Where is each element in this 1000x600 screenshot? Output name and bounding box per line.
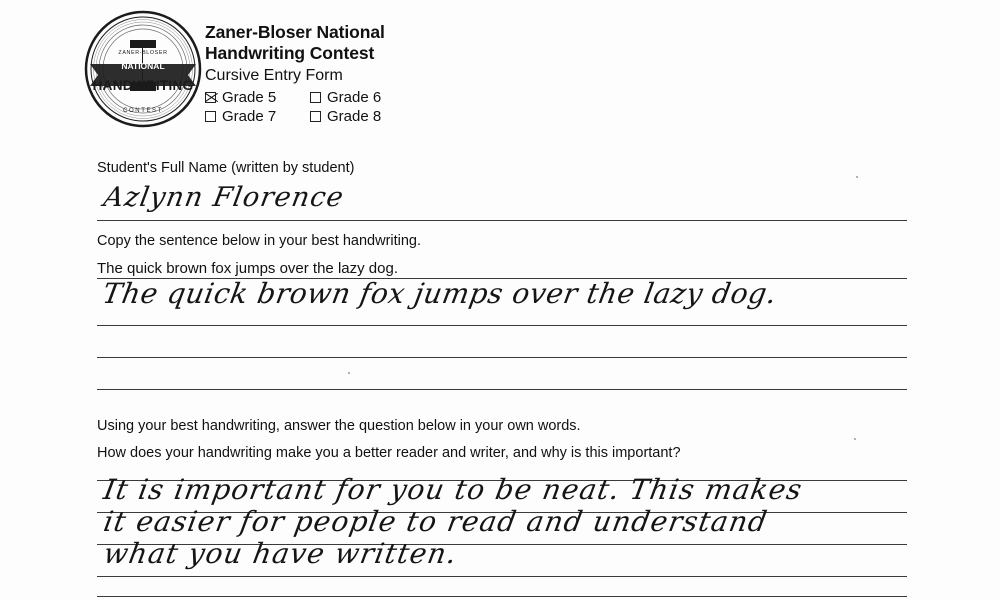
organization-line-1: Zaner-Bloser National [205, 22, 385, 42]
paper-speck [348, 372, 350, 374]
grade-option-label: Grade 5 [222, 89, 277, 106]
checkbox-grade-6[interactable] [310, 92, 321, 103]
copy-rule-line-1 [97, 325, 907, 326]
answer-handwriting-line-1[interactable]: It is important for you to be neat. This makes [101, 473, 806, 506]
copied-sentence-handwriting[interactable]: The quick brown fox jumps over the lazy dog. [100, 277, 780, 310]
contest-title-block [205, 22, 625, 86]
essay-question-label: How does your handwriting make you a better reader and writer, and why is this important? [97, 445, 681, 461]
answer-handwriting-line-2[interactable]: it easier for people to read and understand [101, 505, 771, 538]
answer-instruction-label: Using your best handwriting, answer the question below in your own words. [97, 418, 581, 434]
svg-text:CONTEST: CONTEST [123, 108, 163, 114]
answer-handwriting-line-3[interactable]: what you have written. [101, 537, 461, 570]
checkbox-grade-5[interactable] [205, 92, 216, 103]
checkbox-grade-7[interactable] [205, 111, 216, 122]
student-name-value[interactable]: Azlynn Florence [101, 182, 347, 213]
form-type-label: Cursive Entry Form [205, 67, 343, 84]
copy-rule-line-3 [97, 389, 907, 390]
svg-text:HANDWRITING: HANDWRITING [92, 78, 194, 93]
grade-option-grade-7[interactable] [205, 108, 310, 125]
grade-option-grade-8[interactable] [310, 108, 415, 125]
name-rule-line [97, 220, 907, 221]
copy-instruction-label: Copy the sentence below in your best handwriting. [97, 233, 422, 249]
paper-speck [856, 176, 858, 178]
organization-line-2: Handwriting Contest [205, 43, 375, 63]
printed-sentence: The quick brown fox jumps over the lazy dog. [97, 260, 398, 277]
grade-option-grade-5[interactable] [205, 89, 310, 106]
answer-rule-line-3 [97, 576, 907, 577]
grade-option-label: Grade 7 [222, 108, 277, 125]
paper-speck [854, 438, 856, 440]
svg-text:ZANER-BLOSER: ZANER-BLOSER [118, 50, 168, 56]
zaner-bloser-seal-logo [78, 6, 208, 134]
grade-row-top [205, 88, 465, 107]
copy-rule-line-2 [97, 357, 907, 358]
svg-text:NATIONAL: NATIONAL [121, 61, 165, 71]
grade-option-label: Grade 6 [327, 89, 382, 106]
answer-rule-line-4 [97, 596, 907, 597]
grade-selection-group [205, 88, 465, 126]
grade-row-bottom [205, 107, 465, 126]
form-header [0, 0, 1000, 140]
grade-option-grade-6[interactable] [310, 89, 415, 106]
grade-option-label: Grade 8 [327, 108, 382, 125]
student-name-label: Student's Full Name (written by student) [97, 160, 355, 176]
checkbox-grade-8[interactable] [310, 111, 321, 122]
